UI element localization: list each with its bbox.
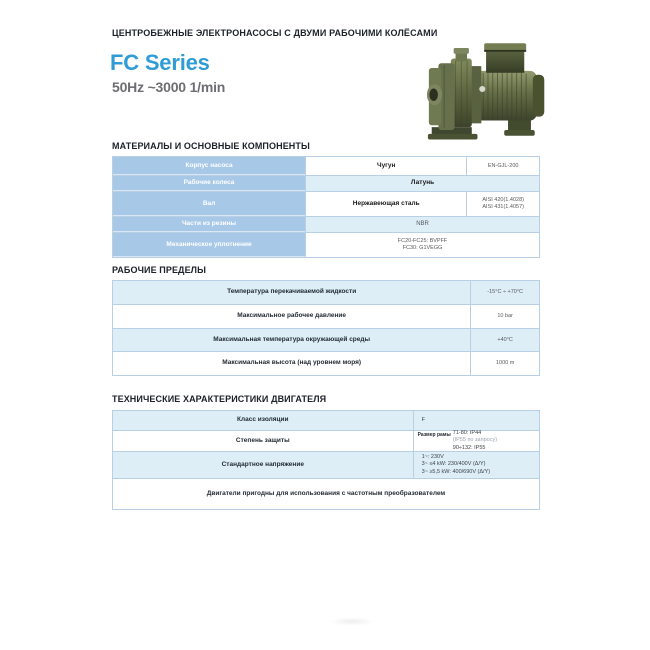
row-label: Максимальная температура окружающей среды — [213, 335, 371, 343]
protection-line: 71-80: IP44 — [452, 429, 482, 436]
row-label: Рабочие колеса — [113, 176, 305, 191]
row-label: Степень защиты — [235, 436, 290, 444]
row-value: -15°C ÷ +70°C — [470, 281, 539, 304]
row-label: Корпус насоса — [113, 157, 305, 175]
row-label: Части из резины — [113, 217, 305, 232]
row-value: Латунь — [305, 176, 539, 191]
table-row — [113, 351, 539, 375]
table-row — [113, 175, 539, 191]
frame-size-prefix: Размер рамы — [417, 431, 451, 438]
row-value: Нержавеющая сталь — [305, 192, 466, 216]
operating-limits-table — [112, 280, 540, 376]
frequency-converter-note: Двигатели пригодны для использования с частотным преобразователем — [206, 489, 446, 497]
row-spec — [466, 192, 539, 216]
table-row — [113, 157, 539, 175]
table-row — [113, 478, 539, 509]
table-row — [113, 430, 539, 451]
row-label: Максимальная высота (над уровнем моря) — [222, 359, 362, 367]
row-label: Механическое уплотнение — [113, 233, 305, 257]
voltage-line: 1~: 230V — [421, 453, 444, 460]
page-shadow-artifact — [330, 617, 374, 626]
operating-limits-section-heading: РАБОЧИЕ ПРЕДЕЛЫ — [112, 265, 206, 275]
row-label: Класс изоляции — [237, 416, 289, 424]
protection-note: (IP55 по запросу) — [452, 437, 498, 444]
materials-table — [112, 156, 540, 258]
pump-illustration — [426, 32, 550, 146]
row-label: Температура перекачиваемой жидкости — [227, 288, 357, 296]
table-row — [113, 216, 539, 232]
row-label: Стандартное напряжение — [221, 460, 304, 468]
pump-product-image — [426, 32, 550, 151]
value-line: FC30: G1VEGG — [402, 245, 443, 251]
row-value — [305, 233, 539, 257]
table-row — [113, 328, 539, 351]
series-title: FC Series — [110, 50, 210, 75]
row-label: Максимальное рабочее давление — [237, 312, 347, 320]
protection-value — [413, 431, 539, 451]
spec-line: AISI 420(1.4028) — [482, 197, 524, 204]
table-row — [113, 304, 539, 328]
table-row — [113, 281, 539, 304]
voltage-line: 3~ ≤4 kW: 230/400V (Δ/Y) — [421, 461, 486, 468]
row-value: +40°C — [470, 329, 539, 351]
frequency-subtitle: 50Hz ~3000 1/min — [112, 79, 226, 95]
row-spec: EN-GJL-200 — [466, 157, 539, 175]
spec-line: AISI 431(1.4057) — [482, 204, 524, 210]
row-label: Вал — [113, 192, 305, 216]
row-value: NBR — [305, 217, 539, 232]
table-row — [113, 191, 539, 216]
table-row — [113, 411, 539, 430]
value-line: FC20-FC25: BVPFF — [397, 238, 448, 245]
voltage-value — [413, 452, 539, 478]
materials-section-heading: МАТЕРИАЛЫ И ОСНОВНЫЕ КОМПОНЕНТЫ — [112, 141, 310, 151]
row-value: Чугун — [305, 157, 466, 175]
motor-section-heading: ТЕХНИЧЕСКИЕ ХАРАКТЕРИСТИКИ ДВИГАТЕЛЯ — [112, 394, 327, 404]
page-kicker-title: ЦЕНТРОБЕЖНЫЕ ЭЛЕКТРОНАСОСЫ С ДВУМИ РАБОЧИМИ КОЛЁСАМИ — [112, 28, 438, 38]
frequency-converter-note-cell — [113, 479, 539, 509]
motor-table — [112, 410, 540, 510]
row-value: 10 bar — [470, 305, 539, 328]
insulation-class-value: F — [413, 411, 539, 430]
table-row — [113, 451, 539, 478]
voltage-line: 3~ ≥5,5 kW: 400/690V (Δ/Y) — [421, 468, 491, 475]
row-value: 1000 m — [470, 352, 539, 375]
protection-line: 90÷132: IP55 — [452, 444, 486, 451]
table-row — [113, 232, 539, 257]
